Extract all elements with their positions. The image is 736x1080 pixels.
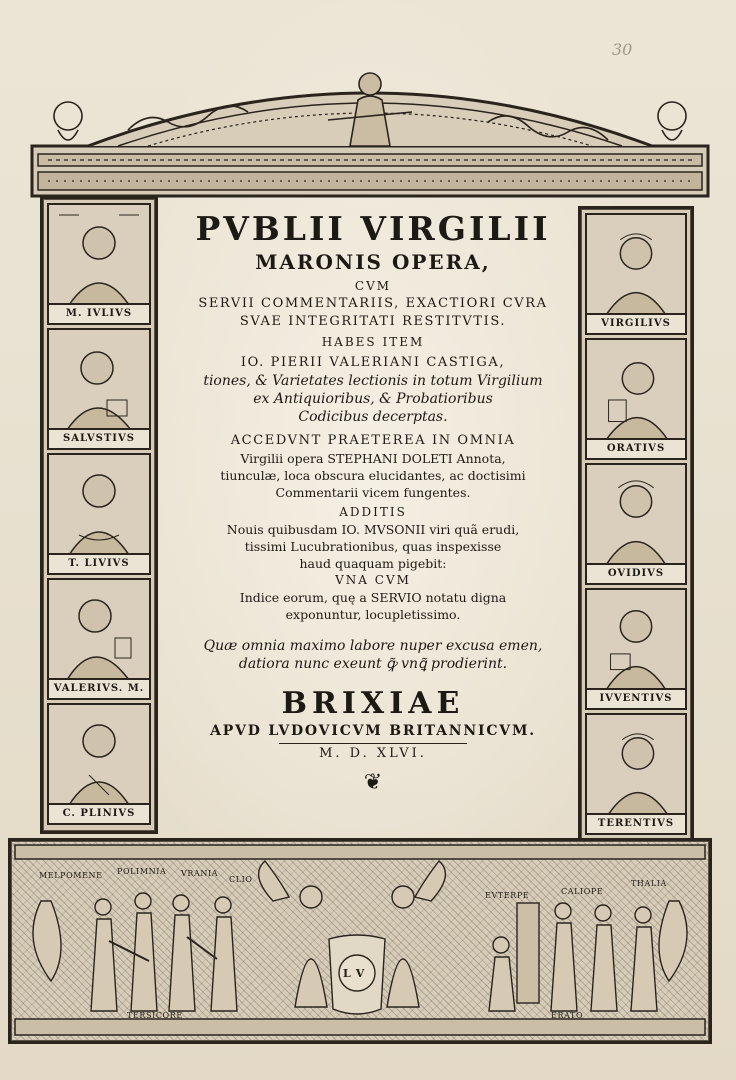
portrait-livius	[47, 453, 151, 575]
portrait-terentius	[585, 713, 687, 835]
muse-label-clio: CLIO	[229, 875, 253, 884]
pierii-line-3: ex Antiquioribus, & Probatioribus	[253, 391, 493, 407]
bottom-muses-woodcut	[8, 838, 712, 1044]
portrait-label-right-2: ORATIVS	[587, 438, 685, 458]
portrait-label-left-2: SALVSTIVS	[49, 428, 149, 448]
muse-label-erato: ERATO	[551, 1011, 584, 1020]
top-pediment-woodcut	[28, 50, 712, 200]
pierii-line-1: IO. PIERII VALERIANI CASTIGA,	[240, 355, 506, 370]
accedunt-line-1: ACCEDVNT PRAETEREA IN OMNIA	[230, 433, 516, 448]
accedunt-line-3: tiunculæ, loca obscura elucidantes, ac doctisimi	[220, 468, 526, 483]
habes-line: HABES ITEM	[321, 335, 425, 349]
portrait-plinius	[47, 703, 151, 825]
portrait-label-right-1: VIRGILIVS	[587, 313, 685, 333]
portrait-valerius	[47, 578, 151, 700]
margin-note: 30	[612, 40, 633, 59]
pierii-line-2: tiones, & Varietates lectionis in totum Virgilium	[203, 373, 543, 389]
indice-line-1: Indice eorum, quę a SERVIO notatu digna	[239, 590, 507, 605]
muse-label-polimnia: POLIMNIA	[117, 867, 167, 876]
portrait-label-left-3: T. LIVIVS	[49, 553, 149, 573]
portrait-label-right-3: OVIDIVS	[587, 563, 685, 583]
musonii-line-1: Nouis quibusdam IO. MVSONII viri quã erudi,	[226, 522, 520, 537]
quae-line-1: Quæ omnia maximo labore nuper excusa emen,	[203, 638, 543, 654]
portrait-label-right-4: IVVENTIVS	[587, 688, 685, 708]
quae-line-2: datiora nunc exeunt ꝙ̃ vnꝗ̃ prodierint.	[238, 656, 508, 672]
muse-label-thalia: THALIA	[631, 879, 667, 888]
accedunt-line-4: Commentarii vicem fungentes.	[275, 485, 471, 500]
pierii-line-4: Codicibus decerptas.	[298, 409, 448, 425]
portrait-label-left-1: M. IVLIVS	[49, 303, 149, 323]
portrait-iuvenalis	[585, 588, 687, 710]
fleuron-ornament: ❦	[363, 770, 383, 795]
portrait-label-right-5: TERENTIVS	[587, 813, 685, 833]
title-block	[170, 210, 576, 796]
muse-label-vrania: VRANIA	[181, 869, 219, 878]
portrait-ovidius	[585, 463, 687, 585]
portrait-salustius	[47, 328, 151, 450]
title-line-1: PVBLII VIRGILII	[195, 209, 551, 248]
portrait-julius	[47, 203, 151, 325]
cum-line: CVM	[354, 279, 392, 293]
servii-line-2: SVAE INTEGRITATI RESTITVTIS.	[239, 314, 507, 329]
portrait-label-left-4: VALERIVS. M.	[49, 678, 149, 698]
imprint-date: M. D. XLVI.	[279, 743, 467, 764]
servii-line-1: SERVII COMMENTARIIS, EXACTIORI CVRA	[198, 296, 548, 311]
portrait-label-left-5: C. PLINIVS	[49, 803, 149, 823]
imprint-printer: APVD LVDOVICVM BRITANNICVM.	[210, 723, 536, 739]
muse-label-tersicore: TERSICORE	[127, 1011, 183, 1020]
portrait-oratius	[585, 338, 687, 460]
imprint-city: BRIXIAE	[281, 686, 465, 721]
muse-label-euterpe: EVTERPE	[485, 891, 530, 900]
indice-line-2: exponuntur, locupletissimo.	[285, 607, 461, 622]
shield-monogram: L V	[343, 967, 365, 980]
portrait-virgilius	[585, 213, 687, 335]
muse-label-caliope: CALIOPE	[561, 887, 604, 896]
right-portrait-column	[578, 206, 694, 844]
musonii-line-2: tissimi Lucubrationibus, quas inspexisse	[244, 539, 502, 554]
left-portrait-column	[40, 196, 158, 834]
title-line-2: MARONIS OPERA,	[255, 250, 491, 274]
muses-scene	[11, 841, 709, 1041]
musonii-line-3: haud quaquam pigebit:	[299, 556, 447, 571]
additis-line: ADDITIS	[339, 505, 407, 519]
unacum-line: VNA CVM	[335, 573, 411, 587]
accedunt-line-2: Virgilii opera STEPHANI DOLETI Annota,	[240, 451, 506, 466]
muse-label-melpomene: MELPOMENE	[39, 871, 103, 880]
